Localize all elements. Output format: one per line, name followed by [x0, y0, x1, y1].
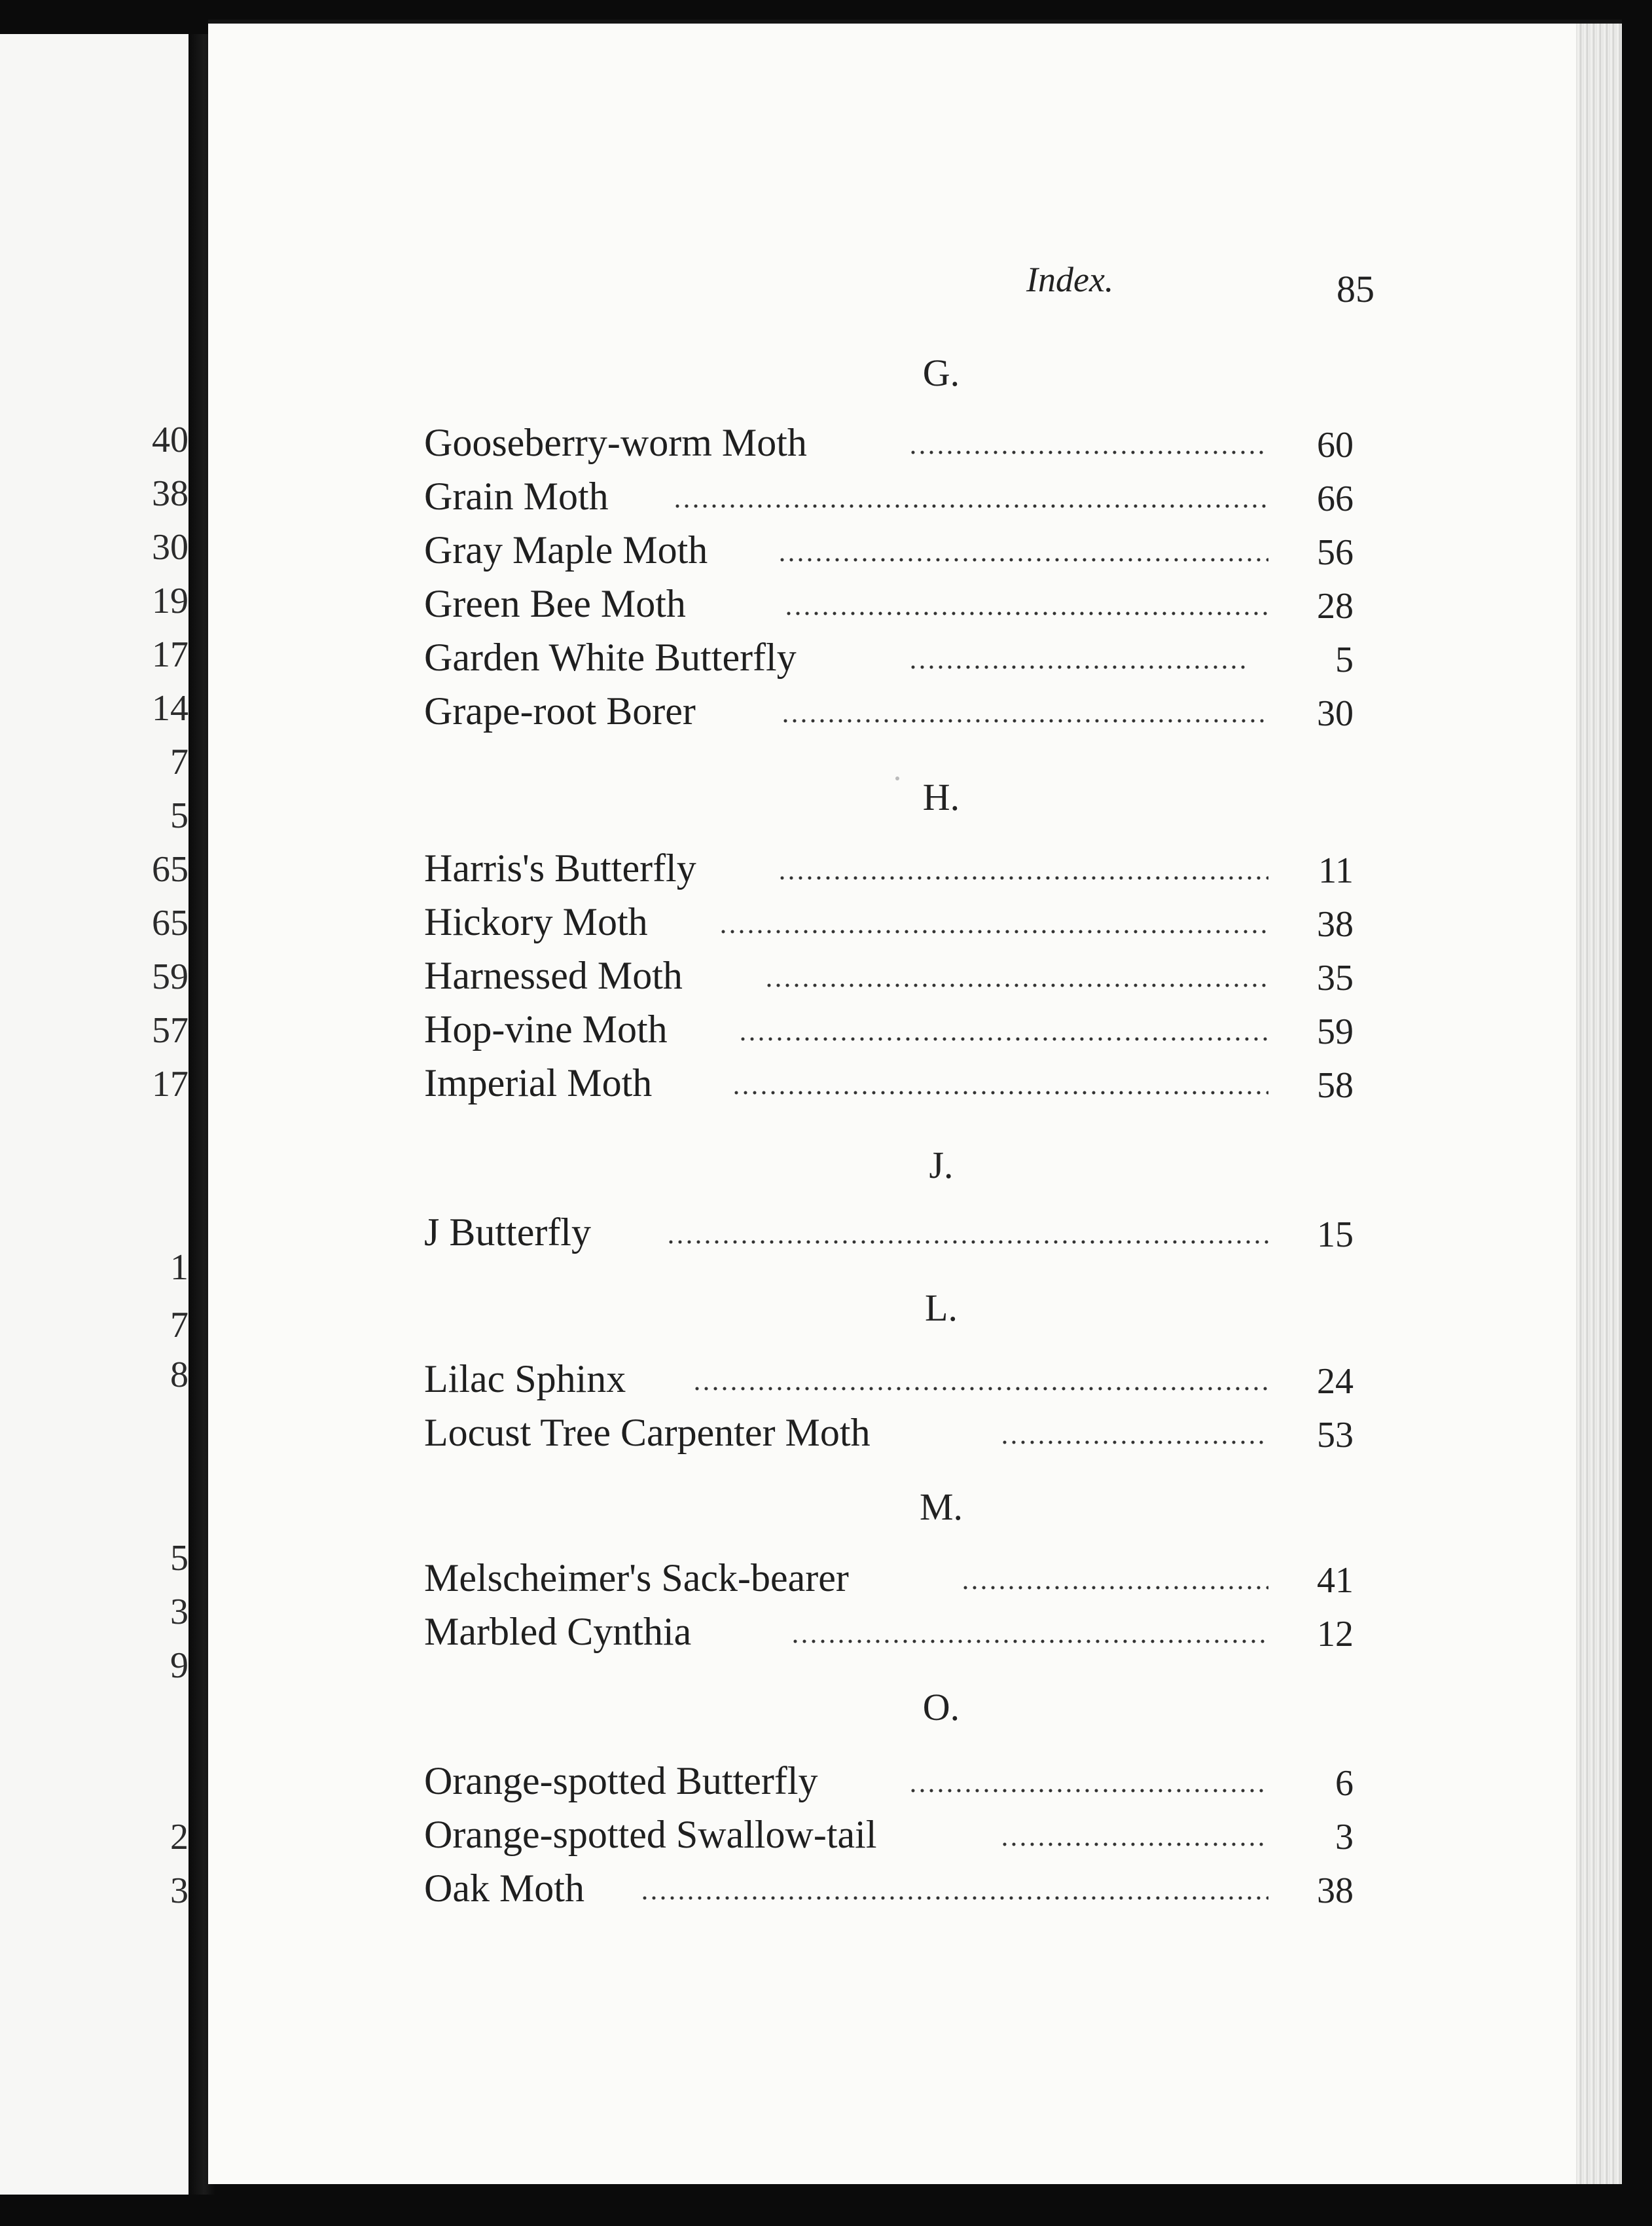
index-entry [424, 416, 1354, 469]
left-page-number: 14 [152, 688, 189, 729]
dot-leader [1000, 1842, 1268, 1846]
entry-page: 38 [1317, 904, 1354, 945]
entry-page: 28 [1317, 586, 1354, 627]
entry-name: Hop-vine Moth [424, 1008, 668, 1051]
section-letter: J. [929, 1144, 954, 1186]
entry-page: 60 [1317, 425, 1354, 465]
entry-name: Locust Tree Carpenter Moth [424, 1411, 871, 1454]
entry-page: 12 [1317, 1614, 1354, 1654]
entry-page: 5 [1335, 640, 1354, 680]
index-entry [424, 470, 1354, 522]
left-page-number: 17 [152, 634, 189, 675]
dot-leader [778, 558, 1268, 562]
left-page-number: 65 [152, 903, 189, 943]
left-page-number: 3 [170, 1592, 189, 1632]
entry-name: Orange-spotted Butterfly [424, 1759, 818, 1802]
entry-page: 24 [1317, 1361, 1354, 1402]
left-page-number: 1 [170, 1247, 189, 1288]
entry-name: Orange-spotted Swallow-tail [424, 1813, 877, 1856]
entry-name: Imperial Moth [424, 1061, 653, 1104]
section-letter: O. [922, 1686, 960, 1728]
left-page-number: 65 [152, 849, 189, 890]
entry-name: Garden White Butterfly [424, 636, 797, 679]
dot-leader [666, 1240, 1268, 1244]
entry-page: 30 [1317, 693, 1354, 734]
entry-page: 3 [1335, 1817, 1354, 1857]
left-page-number: 38 [152, 473, 189, 514]
index-entry [424, 949, 1354, 1002]
index-entry [424, 1808, 1354, 1861]
index-entry [424, 1552, 1354, 1604]
entry-name: Hickory Moth [424, 900, 648, 943]
entry-page: 15 [1317, 1214, 1354, 1255]
entry-page: 56 [1317, 532, 1354, 573]
index-entry [424, 1206, 1354, 1258]
dot-leader [719, 930, 1268, 934]
left-page-number: 59 [152, 957, 189, 997]
left-page-number: 30 [152, 527, 189, 568]
entry-name: Green Bee Moth [424, 582, 686, 625]
page-number: 85 [1337, 268, 1374, 310]
index-page [208, 20, 1622, 2184]
dot-leader [791, 1639, 1268, 1643]
index-entry [424, 1057, 1354, 1109]
index-entry [424, 896, 1354, 948]
running-head: Index. [1026, 260, 1114, 299]
dot-leader [764, 983, 1268, 987]
left-page-number: 40 [152, 420, 189, 460]
entry-page: 38 [1317, 1870, 1354, 1911]
left-page-number: 9 [170, 1645, 189, 1686]
left-page-number: 5 [170, 795, 189, 836]
dot-leader [1000, 1440, 1268, 1444]
dot-leader [778, 876, 1268, 880]
entry-page: 66 [1317, 479, 1354, 519]
section-letter: M. [919, 1486, 963, 1528]
index-entry [424, 1862, 1354, 1914]
index-entry [424, 524, 1354, 576]
left-facing-page [0, 34, 189, 2195]
dot-leader [732, 1091, 1268, 1095]
entry-name: Lilac Sphinx [424, 1357, 626, 1400]
left-page-number: 7 [170, 1305, 189, 1345]
entry-page: 6 [1335, 1763, 1354, 1804]
entry-name: Harnessed Moth [424, 954, 683, 997]
index-entry [424, 577, 1354, 630]
entry-page: 11 [1318, 850, 1354, 891]
left-page-number: 5 [170, 1538, 189, 1578]
entry-page: 59 [1317, 1012, 1354, 1052]
dot-leader [908, 450, 1268, 454]
index-entry [424, 842, 1354, 894]
left-page-number: 7 [170, 742, 189, 782]
section-letter: L. [925, 1286, 958, 1329]
left-page-number: 17 [152, 1064, 189, 1104]
left-page-number: 3 [170, 1870, 189, 1911]
left-page-number: 19 [152, 581, 189, 621]
entry-name: Gooseberry-worm Moth [424, 421, 807, 464]
entry-name: Grain Moth [424, 475, 609, 518]
section-letter: G. [922, 352, 960, 394]
entry-name: Melscheimer's Sack-bearer [424, 1556, 849, 1599]
dot-leader [961, 1586, 1268, 1590]
index-entry [424, 1353, 1354, 1405]
entry-page: 41 [1317, 1560, 1354, 1601]
entry-name: Grape-root Borer [424, 689, 696, 733]
dot-leader [784, 611, 1268, 615]
entry-page: 53 [1317, 1415, 1354, 1455]
index-entry [424, 1605, 1354, 1658]
index-entry [424, 631, 1354, 684]
entry-name: J Butterfly [424, 1211, 591, 1254]
entry-name: Marbled Cynthia [424, 1610, 692, 1653]
index-entry [424, 1406, 1354, 1459]
entry-page: 35 [1317, 958, 1354, 998]
index-entry [424, 1755, 1354, 1807]
left-page-number: 8 [170, 1355, 189, 1395]
index-entry [424, 685, 1354, 737]
entry-name: Oak Moth [424, 1867, 584, 1910]
dot-leader [781, 719, 1268, 723]
dot-leader [738, 1037, 1268, 1041]
page-edges [1576, 24, 1622, 2184]
dot-leader [908, 1789, 1268, 1793]
index-entry [424, 1003, 1354, 1055]
entry-name: Gray Maple Moth [424, 528, 708, 572]
dot-leader [908, 665, 1249, 669]
entry-name: Harris's Butterfly [424, 847, 696, 890]
dot-leader [692, 1387, 1268, 1391]
left-page-number: 57 [152, 1010, 189, 1051]
dot-leader [640, 1896, 1268, 1900]
left-page-number: 2 [170, 1817, 189, 1857]
entry-page: 58 [1317, 1065, 1354, 1106]
dot-leader [673, 504, 1268, 508]
section-letter: H. [922, 776, 960, 818]
